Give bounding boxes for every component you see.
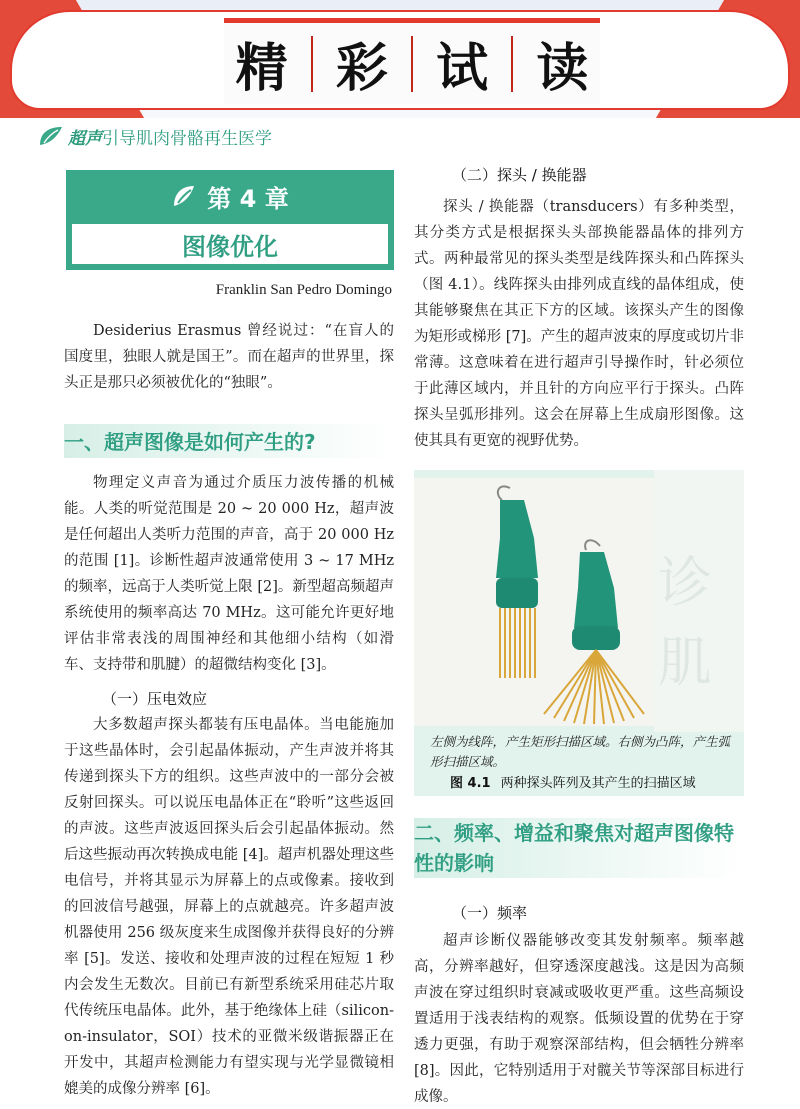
banner-char: 精 xyxy=(235,39,288,99)
author-name: Franklin San Pedro Domingo xyxy=(215,282,392,298)
subsection-heading: （二）探头 / 换能器 xyxy=(452,166,587,184)
banner-title xyxy=(224,18,600,104)
left-column xyxy=(64,318,394,396)
banner-divider xyxy=(411,36,413,92)
bg-char: 诊 xyxy=(658,551,712,614)
sub2-heading-wrap xyxy=(414,164,744,185)
chapter-title: 图像优化 xyxy=(72,224,388,264)
bg-char: 肌 xyxy=(658,631,712,694)
book-title-prefix: 超声 xyxy=(68,128,102,149)
frequency-paragraph: 超声诊断仪器能够改变其发射频率。频率越高，分辨率越好，但穿透深度越浅。这是因为高频声波在穿过组织时衰减或吸收更严重。这些高频设置适用于浅表结构的观察。低频设置的优势在于穿透力更强，有助于观察深部结构，但会牺牲分辨率 [8]。因此，它特别适用于对髋关节等深部目标进行成像。 xyxy=(414,933,744,1105)
book-title-rest: 引导肌肉骨骼再生医学 xyxy=(102,128,272,149)
chapter-box xyxy=(66,170,394,270)
chapter-leaf-icon xyxy=(171,183,197,209)
probe-illustration xyxy=(414,478,654,726)
banner-card xyxy=(10,10,790,110)
figure-description: 左侧为线阵，产生矩形扫描区域。右侧为凸阵，产生弧形扫描区域。 xyxy=(430,734,731,769)
chapter-number-bar xyxy=(68,172,392,220)
promo-banner xyxy=(0,0,800,118)
section1-paragraph: 物理定义声音为通过介质压力波传播的机械能。人类的听觉范围是 20 ~ 20 000 Hz，超声波是任何超出人类听力范围的声音，高于 20 000 Hz 的范围 [1]。诊断性超声波通常使用 3 ~ 17 MHz 的频率，远高于人类听觉上限 [2]。新型超高频超声系统使用的频率高达 70 MHz。这可能允许更好地评估非常表浅的周围神经和其他细小结构（如滑车、支持带和肌腱）的超微结构变化 [3]。 xyxy=(64,475,394,673)
book-title xyxy=(68,124,272,149)
figure-4-1 xyxy=(414,470,744,796)
sec2-sub1-heading-wrap xyxy=(414,902,744,923)
probe-photo xyxy=(414,478,654,726)
section-heading: 一、超声图像是如何产生的? xyxy=(64,430,316,454)
banner-char: 读 xyxy=(536,39,589,99)
intro-paragraph: Desiderius Erasmus 曾经说过：“在盲人的国度里，独眼人就是国王”。而在超声的世界里，探头正是那只必须被优化的“独眼”。 xyxy=(64,323,394,391)
sub1-body xyxy=(64,712,394,1102)
section2-heading-wrap xyxy=(414,818,744,878)
figure-side-panel xyxy=(654,470,744,732)
banner-char: 试 xyxy=(436,39,489,99)
section1-heading-wrap xyxy=(64,426,394,455)
figure-label: 图 4.1 xyxy=(450,776,491,791)
running-header xyxy=(38,122,272,150)
sub2-body xyxy=(414,194,744,454)
subsection-heading: （一）频率 xyxy=(452,904,528,922)
banner-divider xyxy=(311,36,313,92)
piezo-paragraph: 大多数超声探头都装有压电晶体。当电能施加于这些晶体时，会引起晶体振动，产生声波并将其传递到探头下方的组织。这些声波中的一部分会被反射回探头。可以说压电晶体正在“聆听”这些返回的声波。这些声波返回探头后会引起晶体振动。然后这些振动再次转换成电能 [4]。超声机器处理这些电信号，并将其显示为屏幕上的点或像素。接收到的回波信号越强，屏幕上的点就越亮。许多超声波机器使用 256 级灰度来生成图像并获得良好的分辨率 [5]。发送、接收和处理声波的过程在短短 1 秒内会发生无数次。目前已有新型系统采用硅芯片取代传统压电晶体。此外，基于绝缘体上硅（silicon-on-insulator，SOI）技术的亚微米级谐振器正在开发中，其超声检测能力有望实现与光学显微镜相媲美的成像分辨率 [6]。 xyxy=(64,717,394,1097)
sec2-sub1-body xyxy=(414,928,744,1109)
section1-body xyxy=(64,470,394,678)
banner-char: 彩 xyxy=(335,39,388,99)
figure-caption-text: 两种探头阵列及其产生的扫描区域 xyxy=(500,776,696,791)
sub1-heading-wrap xyxy=(64,688,394,709)
transducer-paragraph: 探头 / 换能器（transducers）有多种类型，其分类方式是根据探头头部换能器晶体的排列方式。两种最常见的探头类型是线阵探头和凸阵探头（图 4.1）。线阵探头由排列成直线的晶体组成，使其能够聚焦在其正下方的区域。该探头产生的图像为矩形或梯形 [7]。产生的超声波束的厚度或切片非常薄。这意味着在进行超声引导操作时，针必须位于此薄区域内，并且针的方向应平行于探头。凸阵探头呈弧形排列。这会在屏幕上生成扇形图像。这使其具有更宽的视野优势。 xyxy=(414,199,744,449)
section-heading: 二、频率、增益和聚焦对超声图像特性的影响 xyxy=(414,821,734,875)
chapter-number: 第 4 章 xyxy=(207,184,289,213)
subsection-heading: （一）压电效应 xyxy=(102,690,208,708)
figure-caption xyxy=(450,772,696,791)
banner-divider xyxy=(511,36,513,92)
book-logo-icon xyxy=(38,125,64,147)
